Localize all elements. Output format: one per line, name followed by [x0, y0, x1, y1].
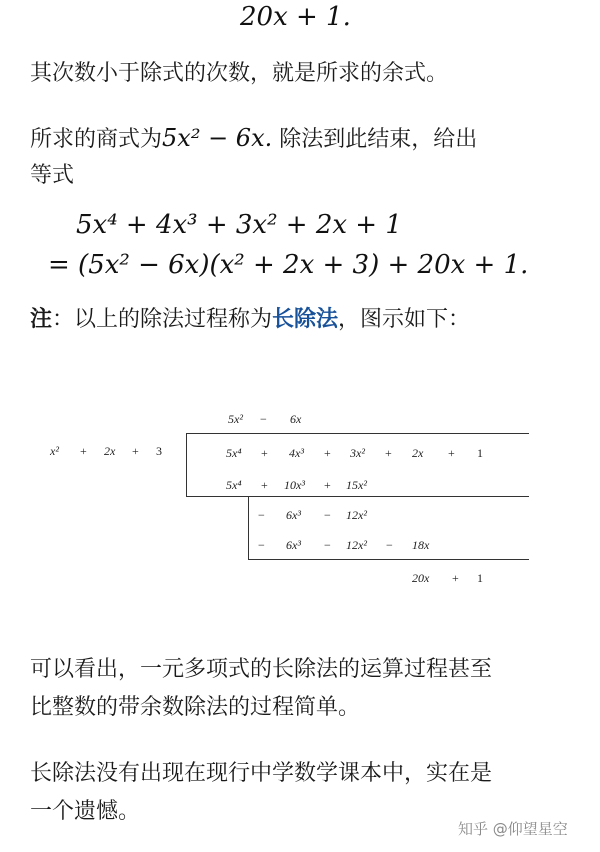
ld-step1-rule [186, 496, 529, 497]
paragraph-remainder: 其次数小于除式的次数，就是所求的余式。 [30, 61, 449, 86]
ld-q-term2: 6x [290, 412, 302, 426]
ld-step1-op2: + [324, 478, 331, 492]
identity-line2: = (5x² − 6x)(x² + 2x + 3) + 20x + 1. [48, 250, 529, 280]
ld-step3-t1: 6x³ [286, 538, 301, 552]
ld-dividend-t1: 5x⁴ [226, 446, 242, 460]
note-label: 注 [30, 307, 53, 332]
ld-divisor-term3: 3 [156, 444, 162, 458]
ld-divisor-term2: 2x [104, 444, 116, 458]
ld-inner-bracket [248, 496, 249, 560]
ld-step3-t3: 18x [412, 538, 430, 552]
ld-q-op: − [260, 412, 267, 426]
long-division-link[interactable]: 长除法 [272, 307, 339, 332]
ld-step1-op1: + [261, 478, 268, 492]
ld-remainder-op: + [452, 571, 459, 585]
ld-top-bar [186, 433, 529, 434]
watermark-text: 知乎 @仰望星空 [458, 820, 568, 838]
ld-remainder-t1: 20x [412, 571, 430, 585]
quotient-prefix: 所求的商式为 [30, 127, 163, 152]
paragraph-quotient-line2: 等式 [30, 163, 75, 188]
ld-step3-rule [248, 559, 529, 560]
note-paragraph [30, 302, 470, 338]
ld-dividend-op4: + [448, 446, 455, 460]
ld-step1-t1: 5x⁴ [226, 478, 242, 492]
ld-dividend-op2: + [324, 446, 331, 460]
ld-step2-op1: − [258, 508, 265, 522]
ld-step3-t2: 12x² [346, 538, 367, 552]
ld-step2-op2: − [324, 508, 331, 522]
paragraph-regret-line1: 长除法没有出现在现行中学数学课本中，实在是 [30, 761, 493, 786]
note-text: ：以上的除法过程称为 [52, 307, 273, 332]
ld-division-bracket [186, 433, 187, 497]
ld-dividend-t5: 1 [477, 446, 483, 460]
ld-remainder-t2: 1 [477, 571, 483, 585]
remainder-equation: 20x + 1. [240, 2, 351, 32]
ld-dividend-op1: + [261, 446, 268, 460]
note-suffix: ，图示如下： [338, 307, 471, 332]
paragraph-quotient-line1 [30, 120, 477, 158]
ld-dividend-t4: 2x [412, 446, 424, 460]
ld-divisor-op2: + [132, 444, 139, 458]
paragraph-comparison-line2: 比整数的带余数除法的过程简单。 [30, 695, 361, 720]
ld-step1-t2: 10x³ [284, 478, 305, 492]
ld-step3-op3: − [386, 538, 393, 552]
quotient-suffix: 除法到此结束，给出 [272, 127, 478, 152]
ld-divisor-term1: x² [50, 444, 59, 458]
ld-dividend-op3: + [385, 446, 392, 460]
ld-dividend-t3: 3x² [350, 446, 365, 460]
ld-step2-t1: 6x³ [286, 508, 301, 522]
quotient-math: 5x² − 6x. [162, 124, 273, 152]
ld-step1-t3: 15x² [346, 478, 367, 492]
ld-step3-op1: − [258, 538, 265, 552]
ld-q-term1: 5x² [228, 412, 243, 426]
identity-line1: 5x⁴ + 4x³ + 3x² + 2x + 1 [76, 210, 402, 240]
ld-step3-op2: − [324, 538, 331, 552]
ld-divisor-op1: + [80, 444, 87, 458]
paragraph-comparison-line1: 可以看出，一元多项式的长除法的运算过程甚至 [30, 657, 493, 682]
ld-step2-t2: 12x² [346, 508, 367, 522]
ld-dividend-t2: 4x³ [289, 446, 304, 460]
paragraph-regret-line2: 一个遗憾。 [30, 799, 141, 824]
